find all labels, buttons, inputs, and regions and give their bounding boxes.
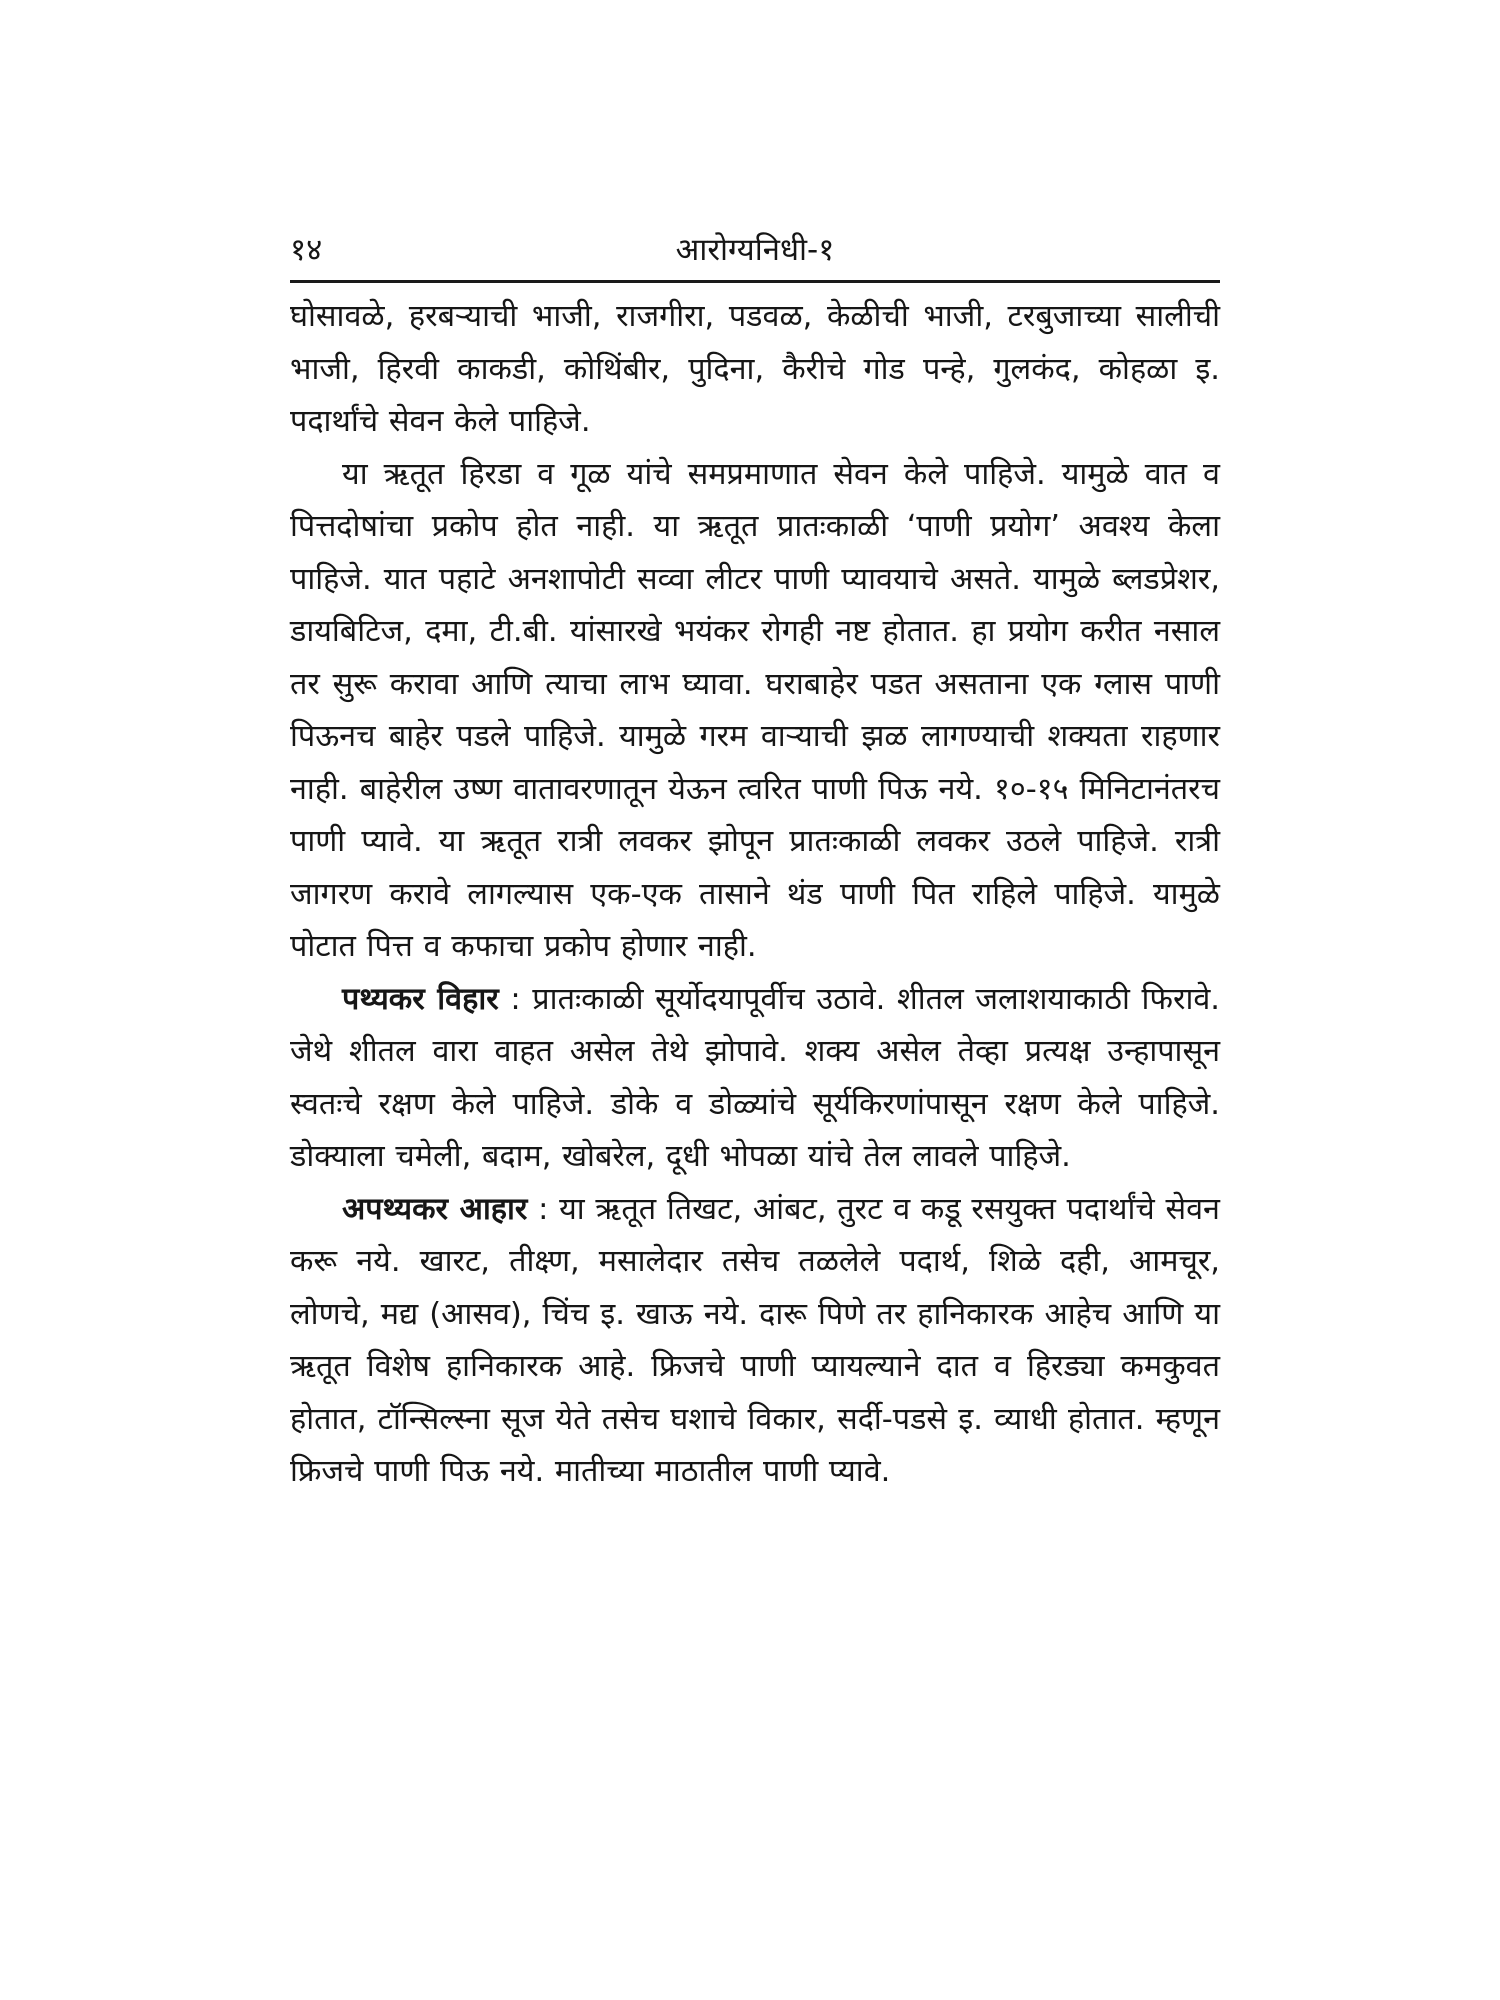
running-title: आरोग्यनिधी-१: [675, 232, 835, 268]
section-heading-apathyakar-ahar: अपथ्यकर आहार: [342, 1191, 528, 1227]
body-text: [290, 291, 1220, 1499]
paragraph-apathyakar-ahar: [290, 1184, 1220, 1499]
paragraph-1: [290, 291, 1220, 449]
paragraph-3-text: : प्रातःकाळी सूर्योदयापूर्वीच उठावे. शीतल जलाशयाकाठी फिरावे. जेथे शीतल वारा वाहत असेल तेथे झोपावे. शक्य असेल तेव्हा प्रत्यक्ष उन्हापासून स्वतःचे रक्षण केले पाहिजे. डोके व डोळ्यांचे सूर्यकिरणांपासून रक्षण केले पाहिजे. डोक्याला चमेली, बदाम, खोबरेल, दूधी भोपळा यांचे तेल लावले पाहिजे.: [290, 981, 1220, 1174]
paragraph-pathyakar-vihar: [290, 974, 1220, 1184]
paragraph-1-text: घोसावळे, हरबऱ्याची भाजी, राजगीरा, पडवळ, केळीची भाजी, टरबुजाच्या सालीची भाजी, हिरवी काकडी, कोथिंबीर, पुदिना, कैरीचे गोड पन्हे, गुलकंद, कोहळा इ. पदार्थांचे सेवन केले पाहिजे.: [290, 299, 1220, 439]
section-heading-pathyakar-vihar: पथ्यकर विहार: [342, 981, 499, 1017]
book-page: [290, 228, 1220, 1499]
paragraph-4-text: : या ऋतूत तिखट, आंबट, तुरट व कडू रसयुक्त पदार्थांचे सेवन करू नये. खारट, तीक्ष्ण, मसालेदार तसेच तळलेले पदार्थ, शिळे दही, आमचूर, लोणचे, मद्य (आसव), चिंच इ. खाऊ नये. दारू पिणे तर हानिकारक आहेच आणि या ऋतूत विशेष हानिकारक आहे. फ्रिजचे पाणी प्यायल्याने दात व हिरड्या कमकुवत होतात, टॉन्सिल्स्ना सूज येते तसेच घशाचे विकार, सर्दी-पडसे इ. व्याधी होतात. म्हणून फ्रिजचे पाणी पिऊ नये. मातीच्या माठातील पाणी प्यावे.: [290, 1191, 1220, 1489]
page-header: [290, 228, 1220, 283]
paragraph-2-text: या ऋतूत हिरडा व गूळ यांचे समप्रमाणात सेवन केले पाहिजे. यामुळे वात व पित्तदोषांचा प्रकोप होत नाही. या ऋतूत प्रातःकाळी ‘पाणी प्रयोग’ अवश्य केला पाहिजे. यात पहाटे अनशापोटी सव्वा लीटर पाणी प्यावयाचे असते. यामुळे ब्लडप्रेशर, डायबिटिज, दमा, टी.बी. यांसारखे भयंकर रोगही नष्ट होतात. हा प्रयोग करीत नसाल तर सुरू करावा आणि त्याचा लाभ घ्यावा. घराबाहेर पडत असताना एक ग्लास पाणी पिऊनच बाहेर पडले पाहिजे. यामुळे गरम वाऱ्याची झळ लागण्याची शक्यता राहणार नाही. बाहेरील उष्ण वातावरणातून येऊन त्वरित पाणी पिऊ नये. १०-१५ मिनिटानंतरच पाणी प्यावे. या ऋतूत रात्री लवकर झोपून प्रातःकाळी लवकर उठले पाहिजे. रात्री जागरण करावे लागल्यास एक-एक तासाने थंड पाणी पित राहिले पाहिजे. यामुळे पोटात पित्त व कफाचा प्रकोप होणार नाही.: [290, 456, 1220, 964]
paragraph-2: [290, 449, 1220, 974]
page-number: १४: [290, 232, 323, 268]
